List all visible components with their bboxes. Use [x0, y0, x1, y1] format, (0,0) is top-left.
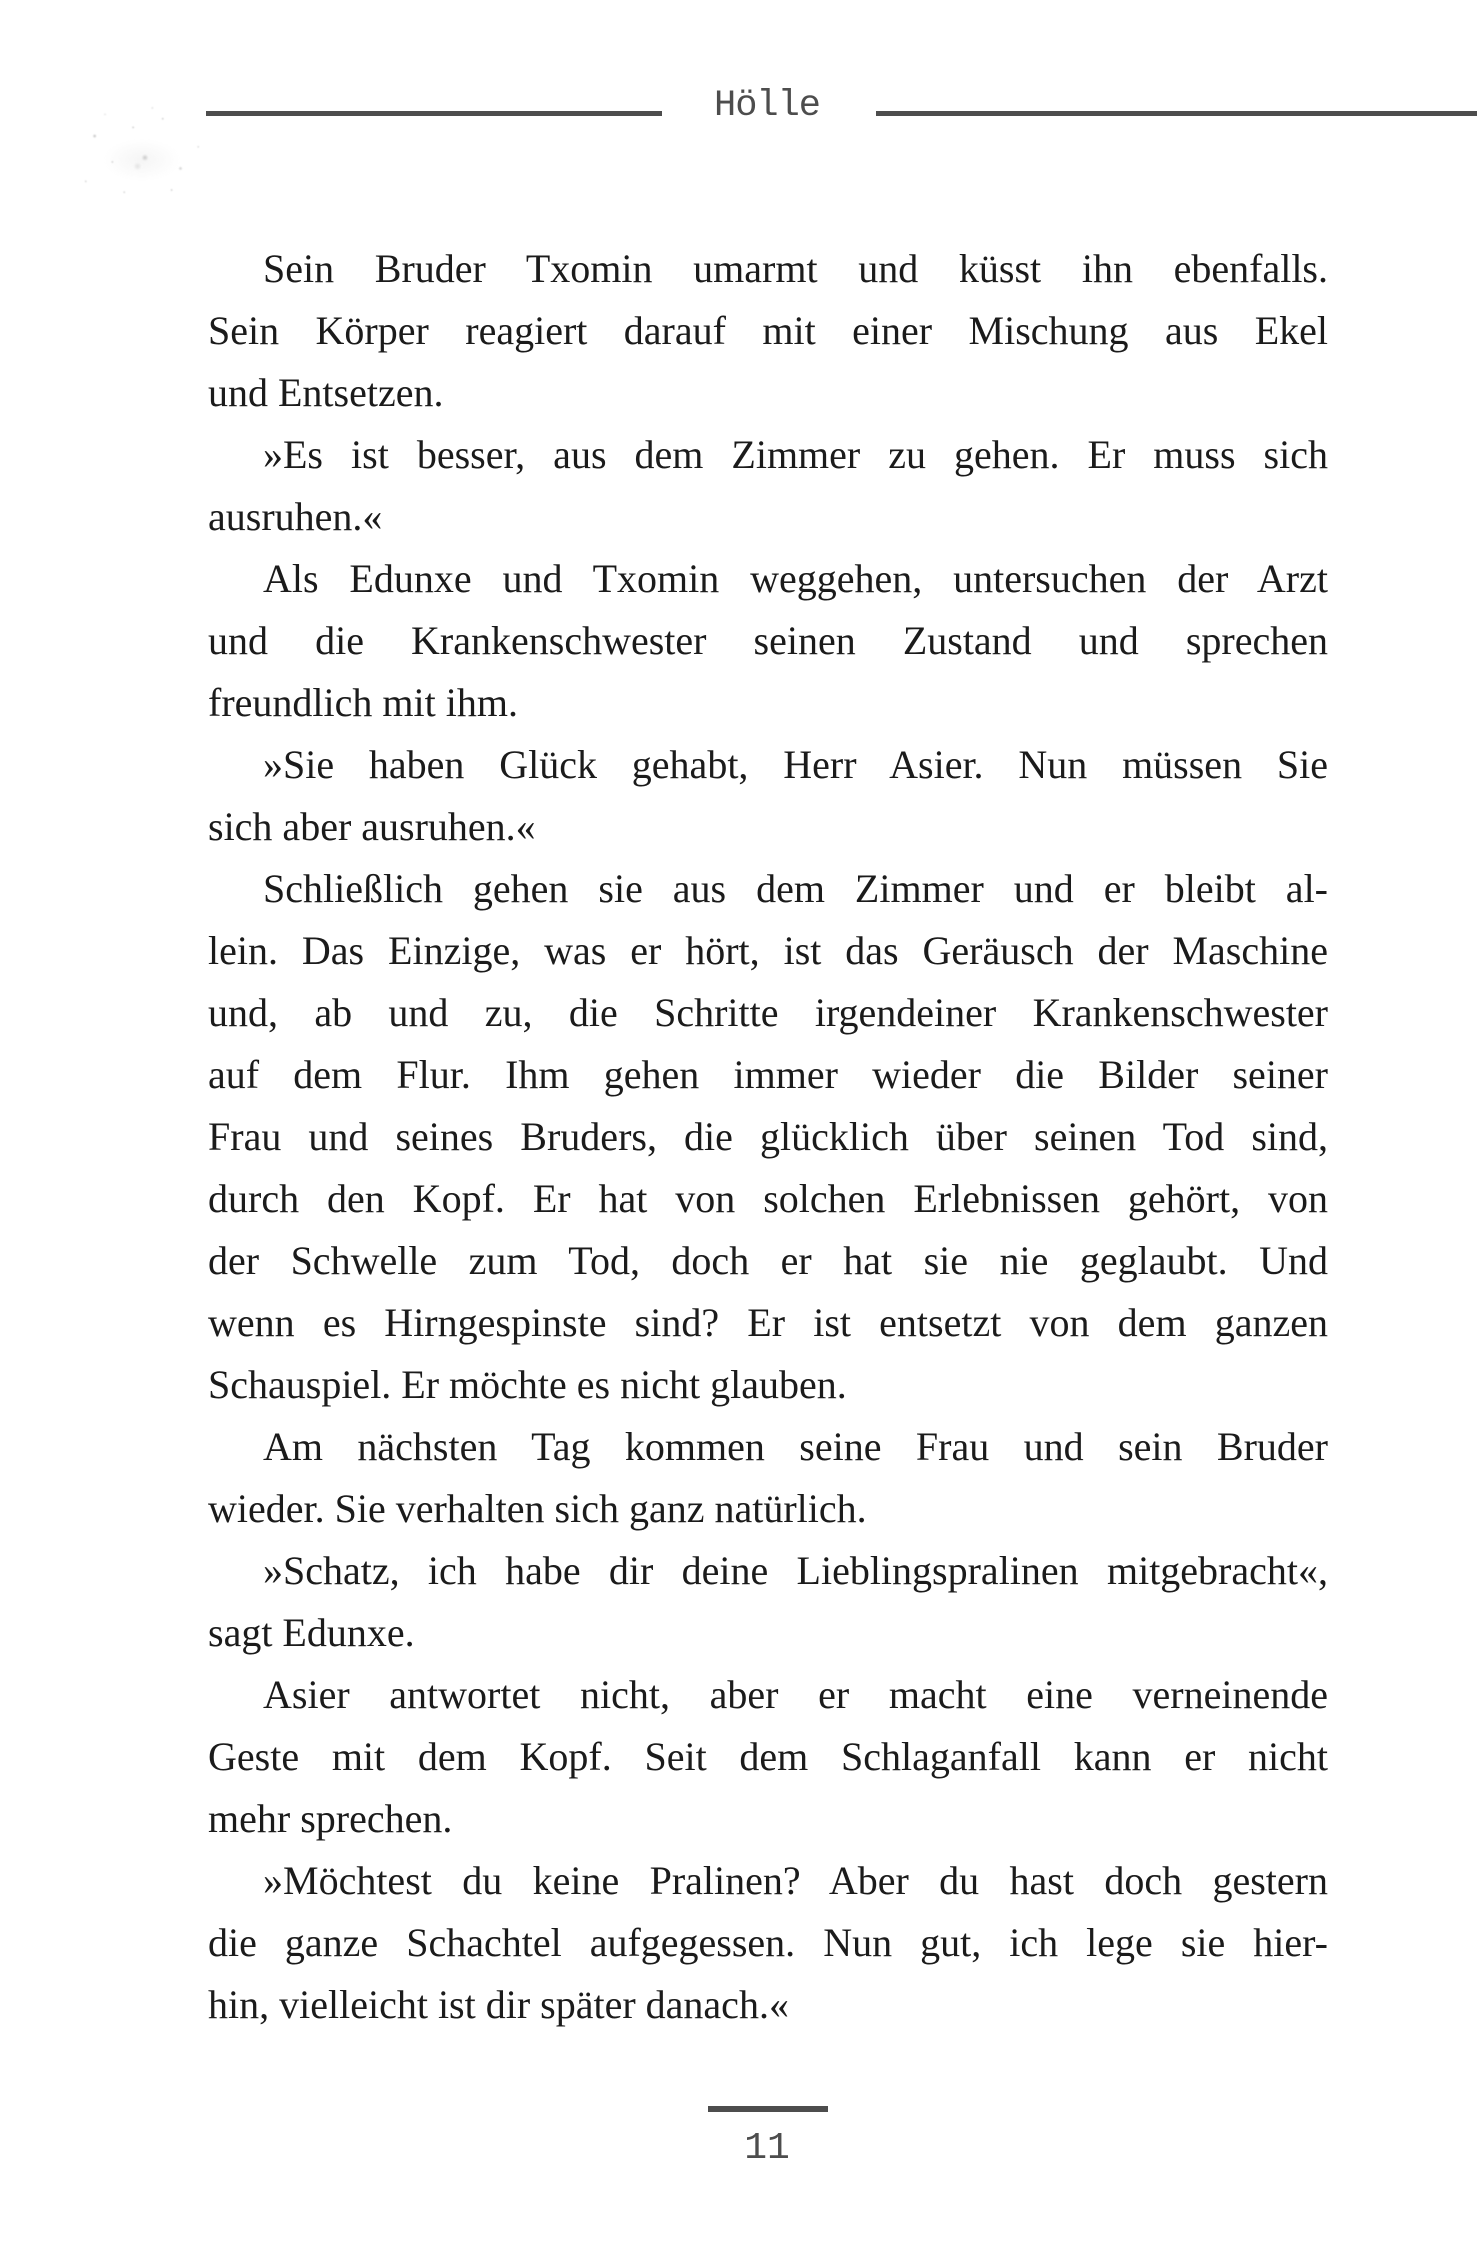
text-line: »Sie haben Glück gehabt, Herr Asier. Nun müssen Sie [263, 742, 1328, 787]
text-line: der Schwelle zum Tod, doch er hat sie nie geglaubt. Und [208, 1238, 1328, 1283]
header-rule-left [206, 111, 662, 116]
text-line: durch den Kopf. Er hat von solchen Erlebnissen gehört, von [208, 1176, 1328, 1221]
text-line: Als Edunxe und Txomin weggehen, untersuchen der Arzt [263, 556, 1328, 601]
text-line: Sein Körper reagiert darauf mit einer Mischung aus Ekel [208, 308, 1328, 353]
text-line: Geste mit dem Kopf. Seit dem Schlaganfall kann er nicht [208, 1734, 1328, 1779]
running-header-title: Hölle [713, 85, 821, 127]
text-line: sich aber ausruhen.« [208, 804, 536, 849]
text-line: Frau und seines Bruders, die glücklich über seinen Tod sind, [208, 1114, 1328, 1159]
text-line: Schauspiel. Er möchte es nicht glauben. [208, 1362, 847, 1407]
header-rule-right [876, 111, 1477, 116]
text-line: »Möchtest du keine Pralinen? Aber du hast doch gestern [263, 1858, 1328, 1903]
page-number: 11 [744, 2127, 790, 2170]
text-line: und die Krankenschwester seinen Zustand und sprechen [208, 618, 1328, 663]
text-line: lein. Das Einzige, was er hört, ist das Geräusch der Maschine [208, 928, 1328, 973]
text-line: »Es ist besser, aus dem Zimmer zu gehen. Er muss sich [263, 432, 1328, 477]
text-line: »Schatz, ich habe dir deine Lieblingspralinen mitgebracht«, [263, 1548, 1328, 1593]
text-line: wenn es Hirngespinste sind? Er ist entsetzt von dem ganzen [208, 1300, 1328, 1345]
body-text [208, 238, 1328, 2036]
text-line: Am nächsten Tag kommen seine Frau und sein Bruder [263, 1424, 1328, 1469]
footer-rule [708, 2106, 828, 2112]
text-line: mehr sprechen. [208, 1796, 453, 1841]
text-line: Schließlich gehen sie aus dem Zimmer und er bleibt al- [263, 866, 1328, 911]
text-line: und Entsetzen. [208, 370, 444, 415]
text-line: freundlich mit ihm. [208, 680, 518, 725]
text-line: hin, vielleicht ist dir später danach.« [208, 1982, 789, 2027]
text-line: sagt Edunxe. [208, 1610, 415, 1655]
text-line: Asier antwortet nicht, aber er macht eine verneinende [263, 1672, 1328, 1717]
text-line: die ganze Schachtel aufgegessen. Nun gut, ich lege sie hier- [208, 1920, 1328, 1965]
text-line: Sein Bruder Txomin umarmt und küsst ihn ebenfalls. [263, 246, 1328, 291]
text-line: ausruhen.« [208, 494, 383, 539]
text-line: auf dem Flur. Ihm gehen immer wieder die Bilder seiner [208, 1052, 1328, 1097]
text-line: und, ab und zu, die Schritte irgendeiner Krankenschwester [208, 990, 1328, 1035]
ink-stain [68, 95, 216, 203]
text-line: wieder. Sie verhalten sich ganz natürlich. [208, 1486, 867, 1531]
